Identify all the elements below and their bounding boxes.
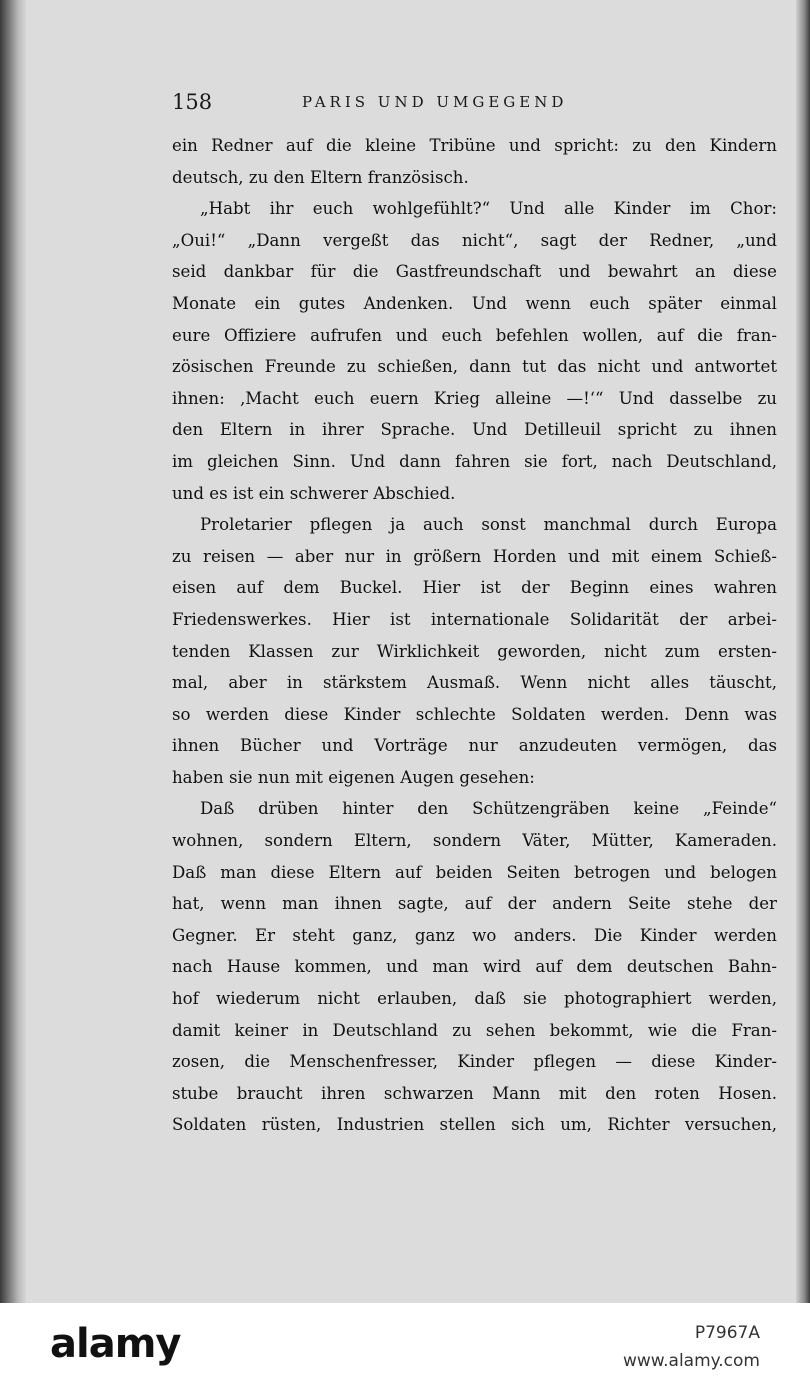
text-line: und es ist ein schwerer Abschied.	[172, 483, 456, 503]
page-header	[172, 90, 772, 118]
text-line: tenden Klassen zur Wirklichkeit geworden, nicht zum ersten-	[172, 641, 777, 661]
text-line: „Habt ihr euch wohlgefühlt?“ Und alle Kinder im Chor:	[200, 199, 777, 219]
text-line: ihnen: ‚Macht euch euern Krieg alleine —!‘“ Und dasselbe zu	[172, 388, 777, 408]
stock-photo-footer	[0, 1303, 810, 1390]
text-line: Soldaten rüsten, Industrien stellen sich um, Richter versuchen,	[172, 1115, 777, 1135]
text-line: mal, aber in stärkstem Ausmaß. Wenn nicht alles täuscht,	[172, 673, 777, 693]
text-line: „Oui!“ „Dann vergeßt das nicht“, sagt der Redner, „und	[172, 230, 777, 250]
text-line: ein Redner auf die kleine Tribüne und spricht: zu den Kindern	[172, 136, 777, 155]
text-line: eisen auf dem Buckel. Hier ist der Beginn eines wahren	[172, 578, 777, 598]
alamy-logo: alamy	[50, 1321, 181, 1367]
text-line: deutsch, zu den Eltern französisch.	[172, 167, 469, 187]
book-gutter-shadow	[0, 0, 26, 1303]
text-line: seid dankbar für die Gastfreundschaft und bewahrt an diese	[172, 262, 777, 282]
text-line: nach Hause kommen, und man wird auf dem deutschen Bahn-	[172, 957, 777, 977]
text-line: hat, wenn man ihnen sagte, auf der andern Seite stehe der	[172, 894, 777, 914]
page-number: 158	[172, 90, 213, 114]
text-line: eure Offiziere aufrufen und euch befehlen wollen, auf die fran-	[172, 325, 777, 345]
text-line: Proletarier pflegen ja auch sonst manchmal durch Europa	[200, 515, 777, 535]
text-line: Gegner. Er steht ganz, ganz wo anders. Die Kinder werden	[172, 925, 777, 945]
body-text	[172, 130, 777, 1141]
text-line: ihnen Bücher und Vorträge nur anzudeuten vermögen, das	[172, 736, 777, 756]
text-line: Friedenswerkes. Hier ist internationale Solidarität der arbei-	[172, 609, 777, 629]
text-line: den Eltern in ihrer Sprache. Und Detilleuil spricht zu ihnen	[172, 420, 777, 440]
page-edge-shadow	[796, 0, 810, 1303]
text-line: so werden diese Kinder schlechte Soldaten werden. Denn was	[172, 704, 777, 724]
text-line: Daß man diese Eltern auf beiden Seiten betrogen und belogen	[172, 862, 777, 882]
text-line: stube braucht ihren schwarzen Mann mit den roten Hosen.	[172, 1083, 777, 1103]
text-line: im gleichen Sinn. Und dann fahren sie fort, nach Deutschland,	[172, 451, 777, 471]
text-line: wohnen, sondern Eltern, sondern Väter, Mütter, Kameraden.	[172, 831, 777, 851]
text-line: zu reisen — aber nur in größern Horden und mit einem Schieß-	[172, 546, 777, 566]
image-id: P7967A	[694, 1323, 760, 1343]
text-line: Daß drüben hinter den Schützengräben keine „Feinde“	[200, 799, 777, 819]
text-line: damit keiner in Deutschland zu sehen bekommt, wie die Fran-	[172, 1020, 777, 1040]
text-line: hof wiederum nicht erlauben, daß sie photographiert werden,	[172, 989, 777, 1009]
text-line: Monate ein gutes Andenken. Und wenn euch später einmal	[172, 293, 777, 313]
running-head: PARIS UND UMGEGEND	[302, 93, 568, 111]
text-line: zosen, die Menschenfresser, Kinder pflegen — diese Kinder-	[172, 1052, 777, 1072]
site-url: www.alamy.com	[622, 1351, 760, 1371]
text-line: haben sie nun mit eigenen Augen gesehen:	[172, 767, 535, 787]
text-line: zösischen Freunde zu schießen, dann tut das nicht und antwortet	[172, 357, 777, 377]
